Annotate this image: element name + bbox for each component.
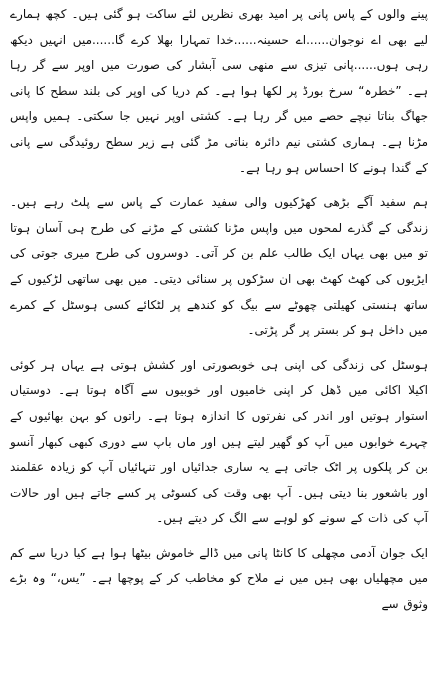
paragraph-fisherman: ایک جوان آدمی مچھلی کا کانٹا پانی میں ڈالے خاموش بیٹھا ہوا ہے کیا دریا سے کم میں مچھلیاں بھی ہیں میں نے ملاح کو مخاطب کر کے پوچھا ہے۔ ”یس،“ وہ بڑے وثوق سے	[10, 545, 428, 612]
paragraph-hostel-life: ہوسٹل کی زندگی کی اپنی ہی خوبصورتی اور کشش ہوتی ہے یہاں ہر کوئی اکیلا اکائی میں ڈھل کر اپنی خامیوں اور خوبیوں سے آگاہ ہوتا ہے۔ دوستیاں استوار ہوتیں اور اندر کی نفرتوں کا اندازہ ہوتا ہے۔ راتوں کو بہن بھائیوں کے چہرے خوابوں میں آپ کو گھیر لیتے ہیں اور ماں باپ سے دوری کبھی کبھار آنسو بن کر پلکوں پر اٹک جاتی ہے یہ ساری جدائیاں اور تنہائیاں آپ کو زیادہ عقلمند اور باشعور بنا دیتی ہیں۔ آپ بھی وقت کی کسوٹی پر کسے جاتے ہیں اور حالات آپ کی ذات کے سونے کو لوہے سے الگ کر دیتے ہیں۔	[10, 357, 428, 526]
paragraph-student-memory: ہم سفید آگے بڑھی کھڑکیوں والی سفید عمارت کے پاس سے پلٹ رہے ہیں۔ زندگی کے گذرے لمحوں میں واپس مڑنا کشتی کے مڑنے کی طرح ہی آسان ہوتا تو میں بھی یہاں ایک طالب علم بن کر آتی۔ دوسروں کی طرح میری جوتی کی ایڑیوں کی کھٹ کھٹ بھی ان سڑکوں پر سنائی دیتی۔ میں بھی ساتھی لڑکیوں کے ساتھ ہنستی کھیلتی چھوٹے سے بیگ کو کندھے پر لٹکائے کسی ہوسٹل کے کمرے میں داخل ہو کر بستر پر گر پڑتی۔	[10, 195, 428, 338]
paragraph-boat-turning: پینے والوں کے پاس پانی پر امید بھری نظریں لئے ساکت ہو گئی ہیں۔ کچھ ہمارے لیے بھی اے نوجوان......اے حسینہ......خدا تمہارا بھلا کرے گا......میں انہیں دیکھ رہی ہوں......پانی تیزی سے منھی سی آبشار کی صورت میں اوپر سے گر رہا ہے۔ ”خطرہ“ سرخ بورڈ پر لکھا ہوا ہے۔ کم دریا کی اوپر کی بلند سطح کا پانی جھاگ بناتا نیچے حصے میں گر رہا ہے۔ کشتی اوپر نہیں جا سکتی۔ ہمیں واپس مڑنا ہے۔ ہماری کشتی نیم دائرہ بناتی مڑ گئی ہے زیر سطح روئیدگی سے پانی کے گندا ہونے کا احساس ہو رہا ہے۔	[10, 7, 428, 175]
